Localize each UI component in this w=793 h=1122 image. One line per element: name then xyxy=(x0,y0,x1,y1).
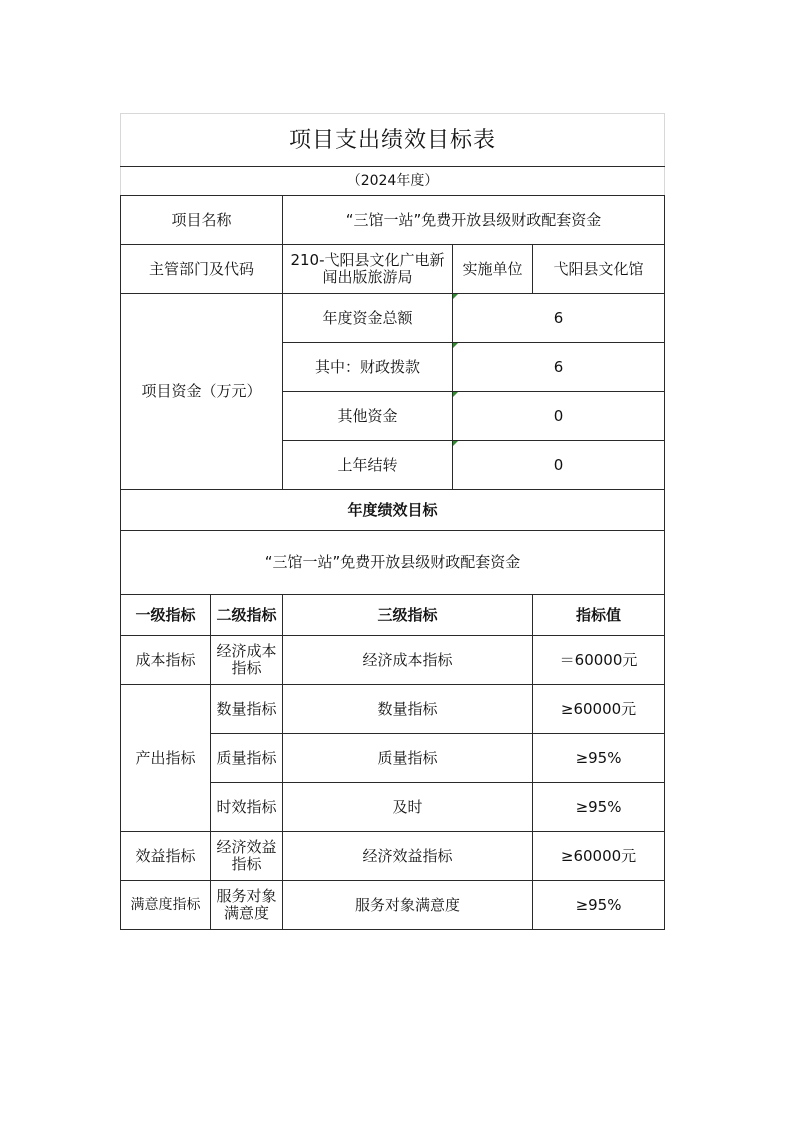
performance-target-sheet xyxy=(120,113,664,930)
page-title: 项目支出绩效目标表 xyxy=(121,114,665,167)
fund-value-other: 0 xyxy=(453,392,665,441)
output-quality-level2: 质量指标 xyxy=(211,734,283,783)
benefit-level3: 经济效益指标 xyxy=(283,832,533,881)
output-timeliness-level3: 及时 xyxy=(283,783,533,832)
output-quality-level3: 质量指标 xyxy=(283,734,533,783)
department-value: 210-弋阳县文化广电新闻出版旅游局 xyxy=(283,245,453,294)
department-label: 主管部门及代码 xyxy=(121,245,283,294)
fund-value-fiscal: 6 xyxy=(453,343,665,392)
output-timeliness-level2: 时效指标 xyxy=(211,783,283,832)
project-name-label: 项目名称 xyxy=(121,196,283,245)
satisfaction-level2: 服务对象满意度 xyxy=(211,881,283,930)
implementing-unit-value: 弋阳县文化馆 xyxy=(533,245,665,294)
fund-value-total: 6 xyxy=(453,294,665,343)
cost-value: ＝60000元 xyxy=(533,636,665,685)
benefit-value: ≥60000元 xyxy=(533,832,665,881)
output-quality-value: ≥95% xyxy=(533,734,665,783)
fund-label-carryover: 上年结转 xyxy=(283,441,453,490)
cost-level1: 成本指标 xyxy=(121,636,211,685)
benefit-level1: 效益指标 xyxy=(121,832,211,881)
fund-label-other: 其他资金 xyxy=(283,392,453,441)
header-level2: 二级指标 xyxy=(211,595,283,636)
fund-label-fiscal: 其中：财政拨款 xyxy=(283,343,453,392)
project-name-value: “三馆一站”免费开放县级财政配套资金 xyxy=(283,196,665,245)
satisfaction-value: ≥95% xyxy=(533,881,665,930)
annual-goal-text: “三馆一站”免费开放县级财政配套资金 xyxy=(121,531,665,595)
fiscal-year: （2024年度） xyxy=(121,167,665,196)
output-timeliness-value: ≥95% xyxy=(533,783,665,832)
performance-target-table xyxy=(120,113,665,930)
fund-label-total: 年度资金总额 xyxy=(283,294,453,343)
header-value: 指标值 xyxy=(533,595,665,636)
project-funds-label: 项目资金（万元） xyxy=(121,294,283,490)
cost-level3: 经济成本指标 xyxy=(283,636,533,685)
output-level1: 产出指标 xyxy=(121,685,211,832)
header-level1: 一级指标 xyxy=(121,595,211,636)
satisfaction-level3: 服务对象满意度 xyxy=(283,881,533,930)
output-quantity-value: ≥60000元 xyxy=(533,685,665,734)
output-quantity-level3: 数量指标 xyxy=(283,685,533,734)
annual-goal-heading: 年度绩效目标 xyxy=(121,490,665,531)
satisfaction-level1: 满意度指标 xyxy=(121,881,211,930)
header-level3: 三级指标 xyxy=(283,595,533,636)
implementing-unit-label: 实施单位 xyxy=(453,245,533,294)
output-quantity-level2: 数量指标 xyxy=(211,685,283,734)
fund-value-carryover: 0 xyxy=(453,441,665,490)
benefit-level2: 经济效益指标 xyxy=(211,832,283,881)
cost-level2: 经济成本指标 xyxy=(211,636,283,685)
